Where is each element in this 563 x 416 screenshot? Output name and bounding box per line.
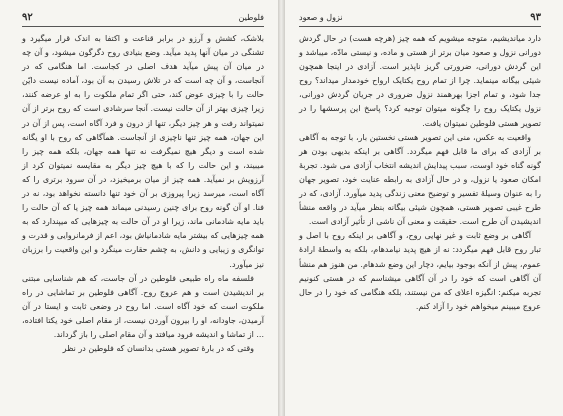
book-gutter [278,0,285,416]
paragraph: فلسفه ماه راه طبیعی فلوطین در آن جاست، که هم شناسایی مبتنی بر اندیشیدن است و هم عروج روح. آگاهی فلوطین بر تماشایی در راه ملکوت است که خود آگاه است. اما روح در وضعی ثابت و ایستا در آن آرمیدن، جاودانه، او را بیرون آوردن نیست، از مقام اصلی خود یکتا افتاده، ... از تماشا و اندیشه فرود میافتد و آن مقام اصلی را باز گرداند. [22,273,264,339]
left-page-body [22,32,264,356]
right-page-header [299,12,541,27]
paragraph: وقتی که در بارۀ تصویر هستی بدانسان که فلوطین در نظر [62,344,254,354]
paragraph: بلاشک، کشش و آرزو در برابر قناعت و اکتفا به اندک قرار میگیرد و تشنگی در میان آنها پدید میآید. وضع بنیادی روح دگرگون میشود، و آن چه در میان آن پیش میآید هدف اصلی در کجاست. اما هنگامی که در آنجاست، و آن چه است که در تلاش رسیدن به آن بود، آماده نیست دایّن حالت را با چیزی عوض کند، حتی اگر تمام ملکوت را به او عرضه کنند، زیرا چیزی بهتر از آن حالت نیست. آنجا سرشادی است که روح برتر از آن نمیتواند رفت و هر چیز دیگر، تنها از درون و فرد آگاه است، پس از آن در این جهان، همه چیز تنها ناچیزی از آنجاست. همآگاهی که روح با او یگانه شده است و دیگر هیچ نمیگرفت نه تنها همه جهان، بلکه همه چیز را میبیند، و این حالت را که با هیچ چیز دیگر به مقایسه نمیتوان کرد از آرزویش بر نمیآید. همه چیز از میان برمیخیزد، در آن سرود برتری را که آگاه است، میرسد زیرا پیروزی بر آن خود تنها دانسته نخواهد بود، نه در فنا. او آن گونه روح برای چنین رسیدنی میماند همه چیز یا که آن حالت را باید مایه شادمانی ماند، زیرا او در آن حالت به چیزهایی که میپندارد که به همه چیزهایی که بیشتر مایه شادمانیاش بود، اعم از فرمانروایی و قدرت و توانگری و زیبایی و دانش، به چشم حقارت مینگرد و این واقعیت را برزبان نیز میآورد. [22,34,264,269]
running-title: نزول و صعود [299,13,343,22]
left-page [0,0,278,416]
left-page-header [22,12,264,27]
page-number: ۹۲ [22,12,33,23]
paragraph: دارد میاندیشیم، متوجه میشویم که همه چیز (هرچه هست) در حال گردش دورانی نزول و صعود میان برتر از هستی و ماده، و نیستی مادّه، میباشد و این گردش دورانی، ضرورتی گریز ناپذیر است. آزادی در اینجا همچون شیئی بیگانه مینماید. چرا از تمام روح یکتایک ارواح خودمدار میداند؟ روح جدا شود، و تمام اجزا بهرهمند نزول ضروری در جریان گردش دورانی، نزول یکتایک روح را چگونه میتوان توجیه کرد؟ پاسخ این پرسشها را در تصویر هستی فلوطین نمیتوان یافت. [299,34,541,128]
right-page [285,0,563,416]
page-number: ۹۳ [530,12,541,23]
paragraph: آگاهی بر وضع ثابت و غیر نهایی روح، و آگاهی بر اینکه روح با اصل و تبار روح قابل فهم میگردد: نه از هیچ پدید نیامدهام، بلکه به واسطۀ ارادۀ عموم، پیش از آنکه بوجود بیایم، دچار این وضع شدهام. من هنوز هم منشأ آن آگاهی است که خود را در آن آگاهی میشناسم که در هستی کنونیم تجربه میکنم: انگیزه اعلای که من نیستند، بلکه هنگامی که خود را در حال عروج میبینم میخواهم خود را آزاد کنم. [299,231,541,311]
paragraph: واقعیت به عکس، منی این تصویر هستی نخستین بار، با توجه به آگاهی بر آزادی که برای ما قابل فهم میگردد. آگاهی بر اینکه بدیهی بودن هر گونه گناه خود اوست، سبب پیدایش اندیشه انتخاب آزادی می شود. تجربۀ امکان صعود یا نزول، و در حال آزادی به رابطه عنایت خود، تصویر جهان را به عنوان وسیلۀ تفسیر و توضیح معنی زندگی پدید میآورد. آزادی، که در طرح غیبی تصویر هستی، همچون شیئی بیگانه بنظر میآید در واقعه منشأ اندیشیدن آن طرح است. حقیقت و معنی آن ناشی از تأثیر آزادی است. [299,132,541,227]
right-page-body [299,32,541,314]
running-title: فلوطین [238,13,264,22]
